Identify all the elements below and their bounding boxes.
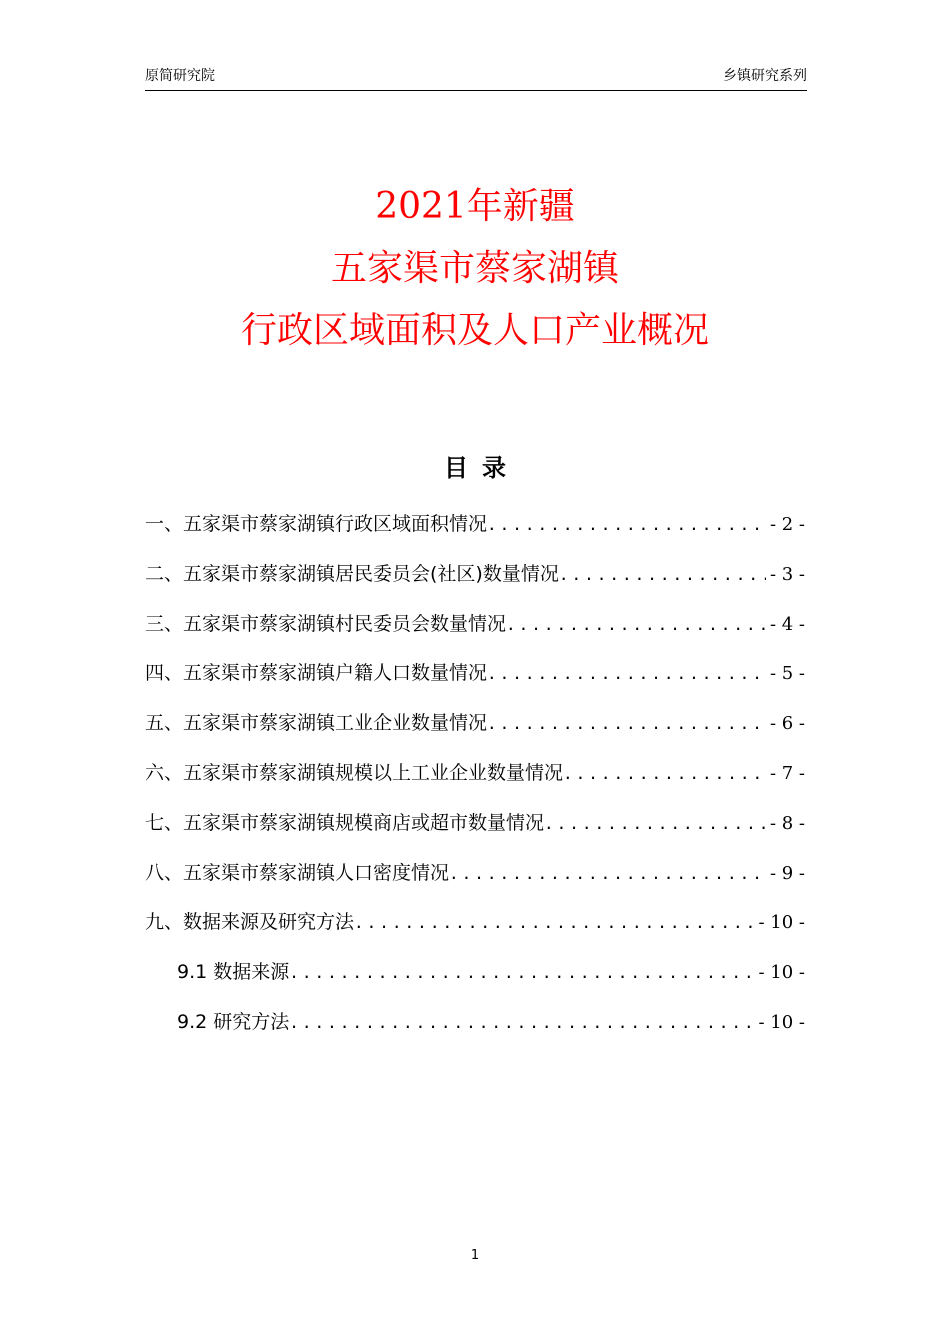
toc-entry-label: 九、数据来源及研究方法 <box>145 911 355 934</box>
toc-leader-dots <box>289 948 754 998</box>
toc-entry-label: 9.2 研究方法 <box>177 1010 290 1033</box>
toc-entry[interactable] <box>145 799 805 849</box>
toc-leader-dots <box>563 749 766 799</box>
toc-entry-label: 一、五家渠市蔡家湖镇行政区域面积情况 <box>145 513 488 535</box>
toc-entry-page: - 2 - <box>769 514 805 535</box>
toc-entry[interactable] <box>145 500 805 550</box>
toc-leader-dots <box>544 799 766 849</box>
toc-entry-page: - 10 - <box>758 1011 805 1033</box>
toc-leader-dots <box>289 998 754 1048</box>
toc-subentry[interactable] <box>145 998 805 1048</box>
toc-entry-label: 二、五家渠市蔡家湖镇居民委员会(社区)数量情况 <box>145 562 559 585</box>
toc-leader-dots <box>506 600 766 650</box>
toc-entry-page: - 10 - <box>758 912 805 934</box>
toc-leader-dots <box>354 898 754 948</box>
toc-entry-label: 9.1 数据来源 <box>177 961 290 984</box>
document-title <box>0 176 950 362</box>
toc-leader-dots <box>559 550 766 600</box>
title-line-1: 2021年新疆 <box>375 186 575 227</box>
toc-entry[interactable] <box>145 749 805 799</box>
toc-entry-page: - 10 - <box>758 962 805 984</box>
toc-entry-label: 七、五家渠市蔡家湖镇规模商店或超市数量情况 <box>145 811 545 834</box>
toc-entry[interactable] <box>145 699 805 749</box>
toc-entry[interactable] <box>145 649 805 699</box>
toc-leader-dots <box>487 649 766 699</box>
toc-entry[interactable] <box>145 849 805 899</box>
toc-entry-page: - 5 - <box>769 663 805 685</box>
toc-entry-label: 八、五家渠市蔡家湖镇人口密度情况 <box>145 861 450 884</box>
toc-entry-page: - 8 - <box>769 812 805 834</box>
header-series: 乡镇研究系列 <box>723 68 807 84</box>
toc-entry-label: 六、五家渠市蔡家湖镇规模以上工业企业数量情况 <box>145 761 564 784</box>
toc-entry-page: - 4 - <box>769 613 805 635</box>
toc-leader-dots <box>449 849 766 899</box>
toc-entry-label: 三、五家渠市蔡家湖镇村民委员会数量情况 <box>145 612 507 635</box>
header-publisher: 原简研究院 <box>145 68 215 84</box>
toc-entry[interactable] <box>145 550 805 600</box>
page-header <box>145 66 807 91</box>
page-number: 1 <box>470 1248 480 1263</box>
toc-heading: 目录 <box>444 454 520 482</box>
toc-entry-page: - 3 - <box>769 563 805 585</box>
toc-entry-page: - 9 - <box>769 862 805 884</box>
toc-entry[interactable] <box>145 600 805 650</box>
toc-leader-dots <box>487 699 766 749</box>
toc-entry-page: - 7 - <box>769 762 805 784</box>
toc-entry-label: 四、五家渠市蔡家湖镇户籍人口数量情况 <box>145 662 488 685</box>
title-line-3: 行政区域面积及人口产业概况 <box>240 310 709 351</box>
table-of-contents <box>145 500 805 1048</box>
toc-entry-page: - 6 - <box>769 713 805 735</box>
toc-entry[interactable] <box>145 898 805 948</box>
toc-subentry[interactable] <box>145 948 805 998</box>
toc-leader-dots <box>487 500 766 550</box>
toc-entry-label: 五、五家渠市蔡家湖镇工业企业数量情况 <box>145 712 488 735</box>
title-line-2: 五家渠市蔡家湖镇 <box>330 248 619 289</box>
